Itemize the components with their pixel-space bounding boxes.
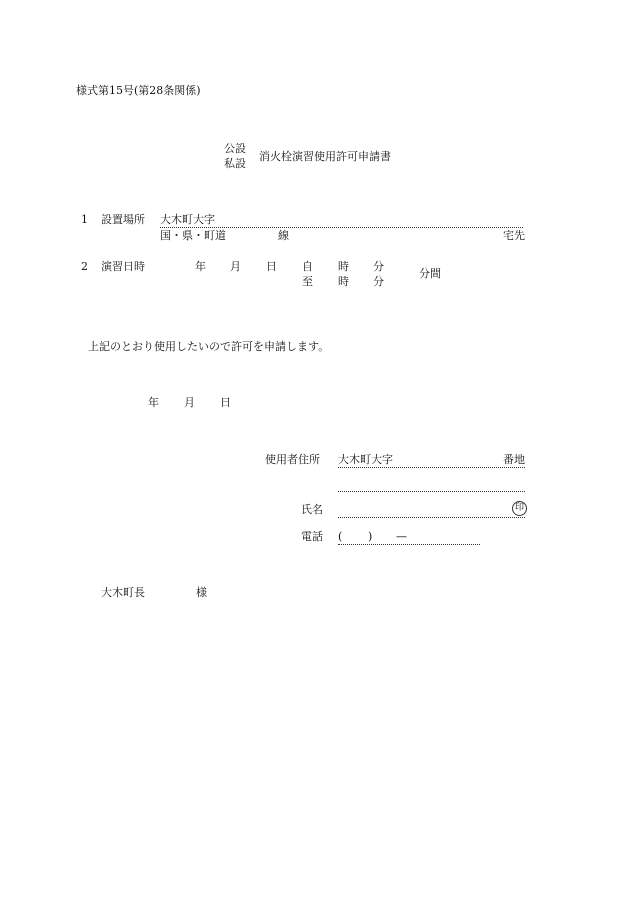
date-year: 年 [148, 396, 159, 409]
item1-town: 大木町大字 [160, 213, 215, 226]
address-second-line[interactable] [338, 491, 525, 492]
name-field-line[interactable] [338, 517, 525, 518]
item1-road-type: 国・県・町道 [160, 229, 226, 242]
title-public: 公設 [224, 142, 246, 155]
phone-open-paren: ( [338, 530, 343, 543]
address-field-line[interactable] [338, 467, 525, 468]
date-month: 月 [184, 396, 195, 409]
seal-mark: 印 [512, 501, 527, 516]
item2-from-hour: 時 [338, 260, 349, 273]
item1-label: 設置場所 [101, 213, 145, 226]
item2-to-minute: 分 [373, 275, 384, 288]
phone-field-line[interactable] [338, 544, 480, 545]
addressee-office: 大木町長 [101, 586, 145, 599]
form-title: 消火栓演習使用許可申請書 [259, 150, 391, 163]
name-label: 氏名 [301, 503, 323, 516]
item2-number: 2 [81, 260, 88, 273]
address-town: 大木町大字 [338, 453, 393, 466]
item2-from: 自 [302, 260, 313, 273]
addressee-honorific: 様 [196, 586, 207, 599]
date-day: 日 [220, 396, 231, 409]
item2-duration: 分間 [419, 267, 441, 280]
phone-close-paren: ) [368, 530, 373, 543]
address-suffix: 番地 [503, 453, 525, 466]
item2-day: 日 [266, 260, 277, 273]
item2-to-hour: 時 [338, 275, 349, 288]
item2-from-minute: 分 [373, 260, 384, 273]
title-private: 私設 [224, 157, 246, 170]
phone-dash: — [396, 530, 407, 543]
form-number: 様式第15号(第28条関係) [76, 84, 201, 97]
statement: 上記のとおり使用したいので許可を申請します。 [88, 340, 330, 353]
address-label: 使用者住所 [265, 453, 320, 466]
item1-line: 線 [278, 229, 289, 242]
location-field-line[interactable] [160, 227, 523, 228]
item2-month: 月 [230, 260, 241, 273]
item1-house-suffix: 宅先 [503, 229, 525, 242]
item2-year: 年 [195, 260, 206, 273]
item1-number: 1 [81, 213, 88, 226]
item2-to: 至 [302, 275, 313, 288]
phone-label: 電話 [301, 530, 323, 543]
item2-label: 演習日時 [101, 260, 145, 273]
